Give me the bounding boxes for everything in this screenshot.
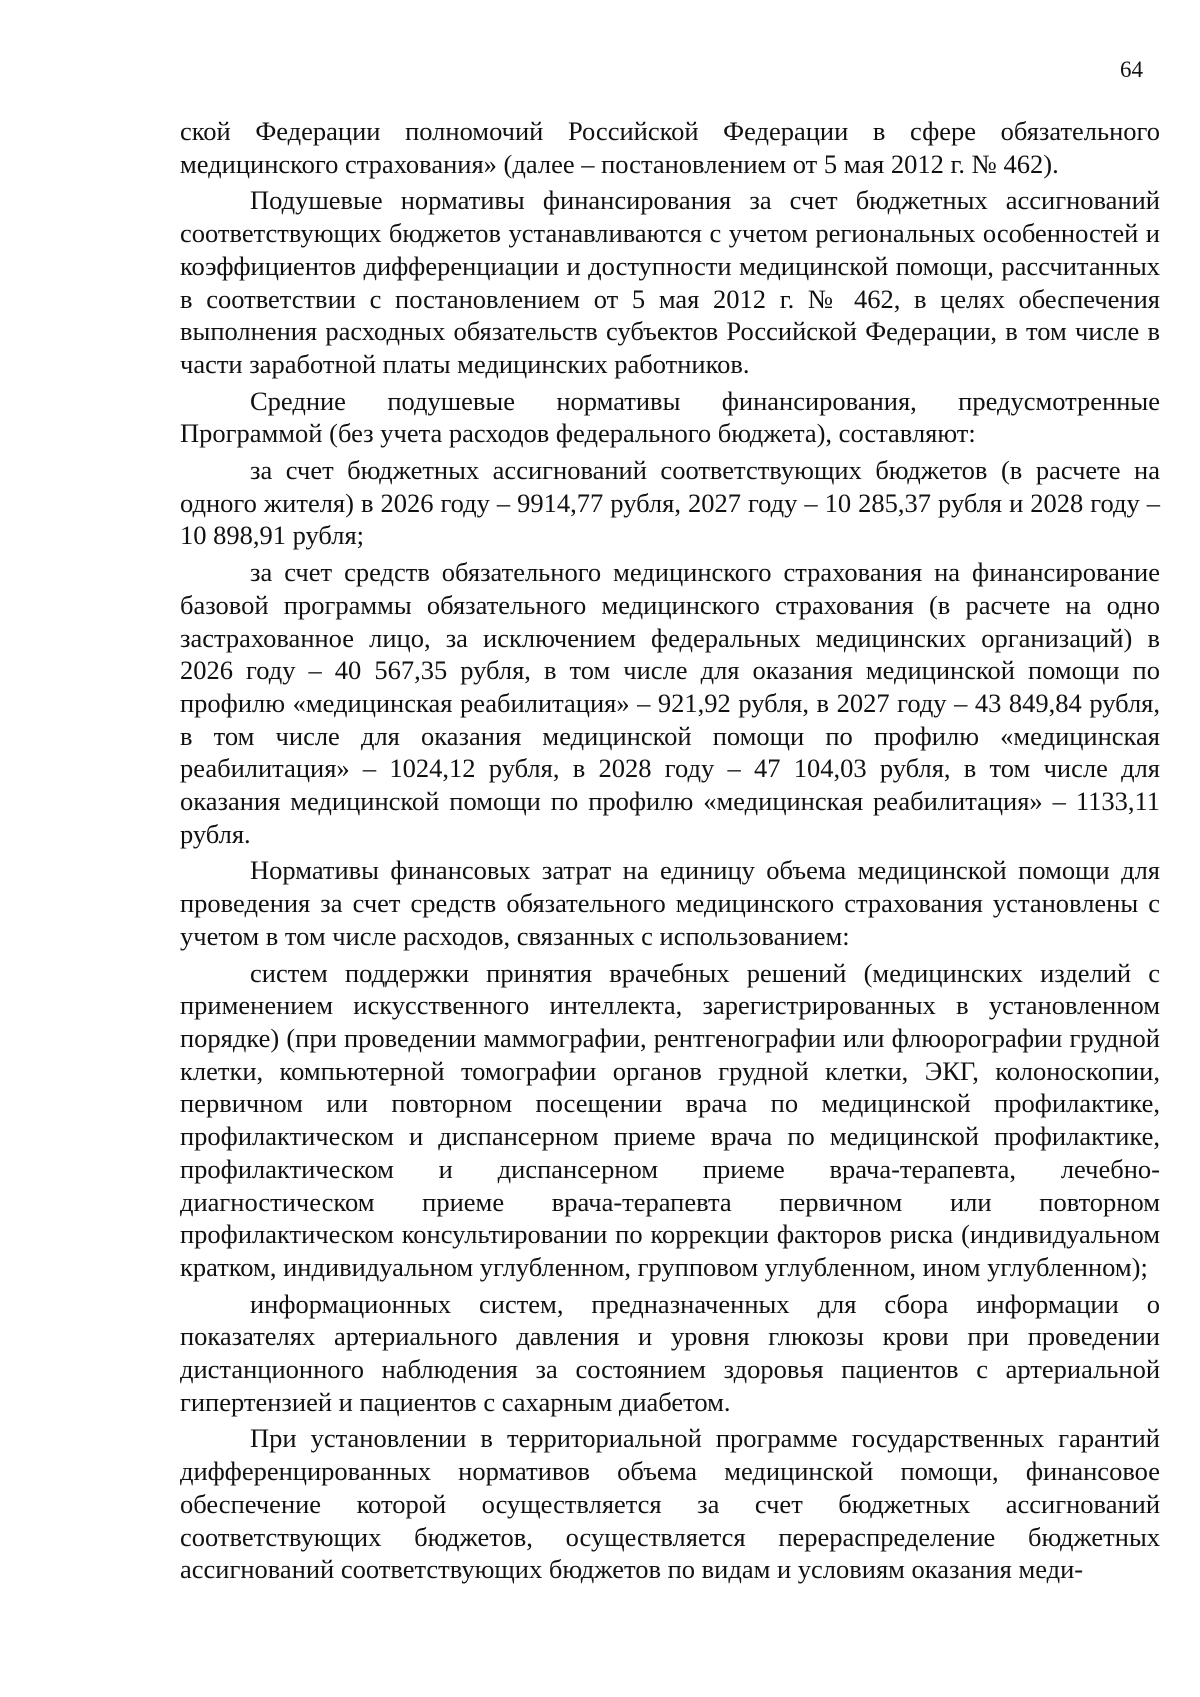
paragraph-2: Подушевые нормативы финансирования за счет бюджетных ассигнований соответствующих бюджетов устанавливаются с учетом региональных особенностей и коэффициентов дифференциации и доступности медицинской помощи, рассчитанных в соответствии с постановлением от 5 мая 2012 г. № 462, в целях обеспечения выполнения расходных обязательств субъектов Российской Федерации, в том числе в части заработной платы медицинских работников. (180, 185, 1160, 379)
paragraph-5: за счет средств обязательного медицинского страхования на финансирование базовой программы обязательного медицинского страхования (в расчете на одно застрахованное лицо, за исключением федеральных медицинских организаций) в 2026 году – 40 567,35 рубля, в том числе для оказания медицинской помощи по профилю «медицинская реабилитация» – 921,92 рубля, в 2027 году – 43 849,84 рубля, в том числе для оказания медицинской помощи по профилю «медицинская реабилитация» – 1024,12 рубля, в 2028 году – 47 104,03 рубля, в том числе для оказания медицинской помощи по профилю «медицинская реабилитация» – 1133,11 рубля. (180, 557, 1160, 849)
paragraph-4: за счет бюджетных ассигнований соответствующих бюджетов (в расчете на одного жителя) в 2026 году – 9914,77 рубля, 2027 году – 10 285,37 рубля и 2028 году – 10 898,91 рубля; (180, 455, 1160, 551)
paragraph-8: информационных систем, предназначенных для сбора информации о показателях артериального давления и уровня глюкозы крови при проведении дистанционного наблюдения за состоянием здоровья пациентов с артериальной гипертензией и пациентов с сахарным диабетом. (180, 1288, 1160, 1417)
document-body (180, 115, 1160, 1590)
page-number: 64 (1120, 57, 1143, 82)
paragraph-6: Нормативы финансовых затрат на единицу объема медицинской помощи для проведения за счет средств обязательного медицинского страхования установлены с учетом в том числе расходов, связанных с использованием: (180, 855, 1160, 951)
paragraph-1: ской Федерации полномочий Российской Федерации в сфере обязательного медицинского страхования» (далее – постановлением от 5 мая 2012 г. № 462). (180, 116, 1160, 179)
paragraph-3: Средние подушевые нормативы финансирования, предусмотренные Программой (без учета расходов федерального бюджета), составляют: (180, 385, 1160, 449)
paragraph-9: При установлении в территориальной программе государственных гарантий дифференцированных нормативов объема медицинской помощи, финансовое обеспечение которой осуществляется за счет бюджетных ассигнований соответствующих бюджетов, осуществляется перераспределение бюджетных ассигнований соответствующих бюджетов по видам и условиям оказания меди- (180, 1423, 1160, 1585)
paragraph-7: систем поддержки принятия врачебных решений (медицинских изделий с применением искусственного интеллекта, зарегистрированных в установленном порядке) (при проведении маммографии, рентгенографии или флюорографии грудной клетки, компьютерной томографии органов грудной клетки, ЭКГ, колоноскопии, первичном или повторном посещении врача по медицинской профилактике, профилактическом и диспансерном приеме врача по медицинской профилактике, профилактическом и диспансерном приеме врача-терапевта, лечебно-диагностическом приеме врача-терапевта первичном или повторном профилактическом консультировании по коррекции факторов риска (индивидуальном кратком, индивидуальном углубленном, групповом углубленном, ином углубленном); (180, 957, 1160, 1282)
